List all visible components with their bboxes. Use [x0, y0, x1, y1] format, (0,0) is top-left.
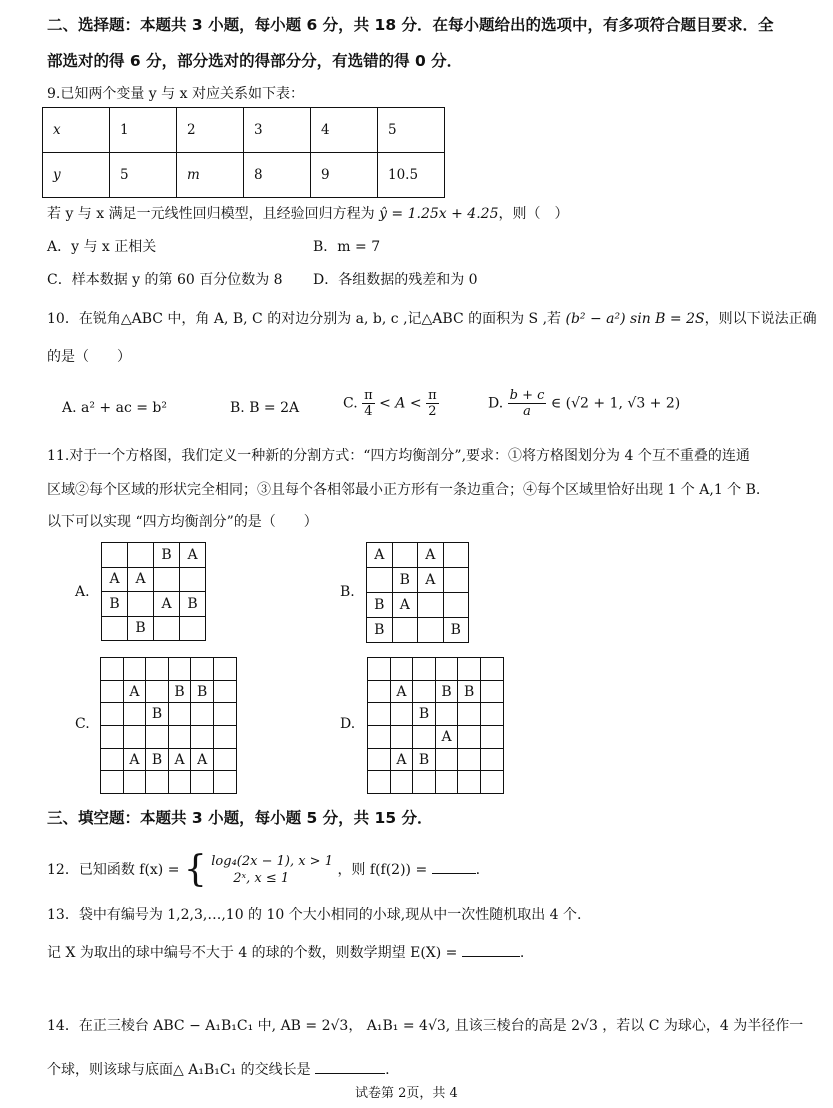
section3-header: 三、填空题：本题共 3 小题，每小题 5 分，共 15 分． [47, 809, 433, 827]
section2-header-line2: 部选对的得 6 分，部分选对的得部分分，有选错的得 0 分． [47, 52, 463, 70]
q12-suffix: ，则 f(f(2)) = [337, 862, 428, 878]
q9-option-b: B．m = 7 [313, 239, 381, 255]
grid-cell [154, 568, 180, 593]
grid-cell [436, 703, 459, 726]
grid-cell [180, 568, 206, 593]
grid-cell [128, 543, 154, 568]
q10-option-b: B. B = 2A [230, 400, 300, 416]
table-cell: 8 [244, 153, 311, 198]
grid-cell [101, 726, 124, 749]
table-cell: 3 [244, 108, 311, 153]
grid-cell: B [413, 749, 436, 772]
q11-line2: 区域②每个区域的形状完全相同；③且每个各相邻最小正方形有一条边重合；④每个区域里恰好出现 1 个 A,1 个 B. [47, 482, 761, 498]
grid-cell [101, 681, 124, 704]
grid-cell: B [367, 593, 393, 618]
q12-case-2: 2ˣ, x ≤ 1 [233, 871, 290, 886]
q11-line3: 以下可以实现 “四方均衡剖分”的是（ ） [47, 514, 318, 530]
q14-end: . [385, 1062, 390, 1078]
grid-cell: A [393, 593, 419, 618]
q13-end: . [519, 945, 525, 961]
q10-line1-b: ，则以下说法正确 [704, 311, 817, 327]
grid-cell: A [436, 726, 459, 749]
q13-answer-blank [462, 944, 520, 957]
grid-cell: A [418, 543, 444, 568]
q13-line2-text: 记 X 为取出的球中编号不大于 4 的球的个数，则数学期望 E(X) = [47, 945, 458, 961]
q9-data-table [42, 107, 445, 198]
q12-piecewise [211, 853, 333, 887]
grid-cell [481, 771, 504, 794]
table-cell: 1 [110, 108, 177, 153]
grid-cell [101, 658, 124, 681]
denominator: 2 [428, 404, 437, 419]
q9-stem [47, 204, 568, 224]
grid-cell: B [413, 703, 436, 726]
grid-cell [413, 771, 436, 794]
table-cell: x [43, 108, 110, 153]
numerator: π [364, 388, 373, 403]
grid-cell [458, 726, 481, 749]
grid-cell [458, 658, 481, 681]
grid-cell [391, 703, 414, 726]
q9-regression-equation: ŷ = 1.25x + 4.25 [379, 206, 499, 222]
grid-cell [214, 703, 237, 726]
denominator: 4 [364, 404, 373, 419]
grid-cell: A [128, 568, 154, 593]
grid-cell [368, 749, 391, 772]
q14-line1: 14．在正三棱台 ABC − A₁B₁C₁ 中, AB = 2√3， A₁B₁ = 4√3, 且该三棱台的高是 2√3 ，若以 C 为球心，4 为半径作一 [47, 1018, 804, 1034]
grid-cell [101, 703, 124, 726]
q11-option-a-label: A. [75, 584, 90, 600]
table-row [43, 108, 445, 153]
grid-cell: B [458, 681, 481, 704]
grid-cell [444, 568, 470, 593]
grid-cell [481, 749, 504, 772]
grid-cell [146, 771, 169, 794]
grid-cell [436, 771, 459, 794]
grid-cell [101, 749, 124, 772]
grid-cell [102, 617, 128, 642]
q13-line2 [47, 943, 524, 963]
grid-cell [413, 658, 436, 681]
denominator: a [523, 404, 531, 419]
grid-cell [418, 593, 444, 618]
grid-cell [391, 771, 414, 794]
grid-cell [214, 681, 237, 704]
q12-line [47, 848, 480, 892]
grid-cell [391, 726, 414, 749]
q11-option-d-label: D. [340, 716, 356, 732]
grid-cell [393, 618, 419, 643]
q10-option-d-rest: ∈ (√2 + 1, √3 + 2) [550, 395, 681, 412]
grid-cell: A [124, 749, 147, 772]
grid-cell: B [444, 618, 470, 643]
grid-cell [481, 726, 504, 749]
q14-line2 [47, 1060, 390, 1080]
fraction [362, 388, 375, 419]
grid-cell [393, 543, 419, 568]
q13-line1: 13．袋中有编号为 1,2,3,…,10 的 10 个大小相同的小球,现从中一次性随机取出 4 个. [47, 907, 582, 923]
table-cell: 5 [110, 153, 177, 198]
grid-cell [214, 749, 237, 772]
q12-prefix: 12．已知函数 f(x) = [47, 862, 180, 878]
section2-header-line1: 二、选择题：本题共 3 小题，每小题 6 分，共 18 分．在每小题给出的选项中，有多项符合题目要求．全 [47, 16, 774, 34]
grid-cell [368, 658, 391, 681]
grid-cell: A [391, 681, 414, 704]
grid-cell: B [169, 681, 192, 704]
fraction [508, 388, 547, 419]
grid-cell: B [128, 617, 154, 642]
grid-cell [124, 703, 147, 726]
q9-stem-a: 若 y 与 x 满足一元线性回归模型，且经验回归方程为 [47, 206, 380, 222]
grid-cell [191, 658, 214, 681]
grid-cell: B [436, 681, 459, 704]
q11-grid-b [366, 542, 469, 643]
grid-cell [146, 726, 169, 749]
grid-cell [458, 749, 481, 772]
table-cell: 5 [378, 108, 445, 153]
grid-cell [481, 658, 504, 681]
grid-cell [214, 658, 237, 681]
grid-cell: A [191, 749, 214, 772]
grid-cell: B [154, 543, 180, 568]
grid-cell [368, 703, 391, 726]
grid-cell [146, 658, 169, 681]
grid-cell [413, 681, 436, 704]
q14-line2-text: 个球，则该球与底面△ A₁B₁C₁ 的交线长是 [47, 1062, 311, 1078]
q11-grid-a [101, 542, 206, 641]
grid-cell [169, 703, 192, 726]
grid-cell: A [180, 543, 206, 568]
q9-option-c: C．样本数据 y 的第 60 百分位数为 8 [47, 272, 283, 288]
grid-cell [413, 726, 436, 749]
grid-cell [367, 568, 393, 593]
grid-cell: B [180, 592, 206, 617]
q10-option-d [488, 388, 680, 419]
grid-cell [128, 592, 154, 617]
table-cell: 9 [311, 153, 378, 198]
q10-option-d-label: D. [488, 395, 504, 412]
q10-option-c [343, 388, 439, 419]
grid-cell [444, 593, 470, 618]
grid-cell [169, 771, 192, 794]
grid-cell [124, 726, 147, 749]
grid-cell [102, 543, 128, 568]
grid-cell [214, 771, 237, 794]
q10-option-c-mid: < A < [379, 395, 422, 412]
table-cell: 2 [177, 108, 244, 153]
grid-cell [124, 771, 147, 794]
grid-cell: B [146, 749, 169, 772]
grid-cell: B [146, 703, 169, 726]
grid-cell [481, 703, 504, 726]
grid-cell [444, 543, 470, 568]
grid-cell [154, 617, 180, 642]
grid-cell: A [169, 749, 192, 772]
grid-cell [391, 658, 414, 681]
table-cell: 4 [311, 108, 378, 153]
q11-grid-d [367, 657, 504, 794]
grid-cell: A [391, 749, 414, 772]
grid-cell [418, 618, 444, 643]
table-cell: y [43, 153, 110, 198]
grid-cell: A [367, 543, 393, 568]
grid-cell: A [418, 568, 444, 593]
q10-option-c-label: C. [343, 395, 358, 412]
table-cell: m [177, 153, 244, 198]
grid-cell [214, 726, 237, 749]
grid-cell: A [102, 568, 128, 593]
grid-cell [458, 703, 481, 726]
grid-cell [436, 749, 459, 772]
grid-cell: B [102, 592, 128, 617]
grid-cell [458, 771, 481, 794]
q11-option-b-label: B. [340, 584, 355, 600]
grid-cell [169, 726, 192, 749]
q10-option-a: A. a² + ac = b² [62, 400, 167, 416]
grid-cell: B [367, 618, 393, 643]
q9-option-d: D．各组数据的残差和为 0 [313, 272, 478, 288]
grid-cell [101, 771, 124, 794]
q11-option-c-label: C. [75, 716, 90, 732]
q9-intro: 9.已知两个变量 y 与 x 对应关系如下表： [47, 86, 304, 102]
q10-line2: 的是（ ） [47, 349, 131, 365]
q10-condition-eq: (b² − a²) sin B = 2S [565, 311, 705, 327]
q12-case-1: log₄(2x − 1), x > 1 [211, 854, 333, 869]
q14-answer-blank [315, 1061, 385, 1074]
q12-answer-blank [432, 861, 476, 874]
q9-option-a: A．y 与 x 正相关 [47, 239, 157, 255]
grid-cell [180, 617, 206, 642]
grid-cell [191, 771, 214, 794]
grid-cell: A [124, 681, 147, 704]
grid-cell [124, 658, 147, 681]
grid-cell: B [393, 568, 419, 593]
page-footer: 试卷第 2页，共 4 [355, 1086, 458, 1101]
q12-end: . [475, 862, 481, 878]
grid-cell [368, 681, 391, 704]
grid-cell: B [191, 681, 214, 704]
table-row [43, 153, 445, 198]
q9-stem-b: ，则（ ） [498, 206, 569, 222]
q10-line1-a: 10．在锐角△ABC 中，角 A, B, C 的对边分别为 a, b, c ,记△ABC 的面积为 S ,若 [47, 311, 566, 327]
fraction [426, 388, 439, 419]
grid-cell [368, 726, 391, 749]
grid-cell [436, 658, 459, 681]
grid-cell [368, 771, 391, 794]
grid-cell [191, 703, 214, 726]
numerator: π [428, 388, 437, 403]
grid-cell [191, 726, 214, 749]
q11-line1: 11.对于一个方格图，我们定义一种新的分割方式：“四方均衡剖分”,要求：①将方格图划分为 4 个互不重叠的连通 [47, 448, 750, 464]
q10-line1 [47, 309, 817, 329]
grid-cell [481, 681, 504, 704]
table-cell: 10.5 [378, 153, 445, 198]
grid-cell [146, 681, 169, 704]
grid-cell: A [154, 592, 180, 617]
numerator: b + c [509, 388, 545, 403]
left-brace: { [183, 849, 207, 890]
grid-cell [169, 658, 192, 681]
q11-grid-c [100, 657, 237, 794]
